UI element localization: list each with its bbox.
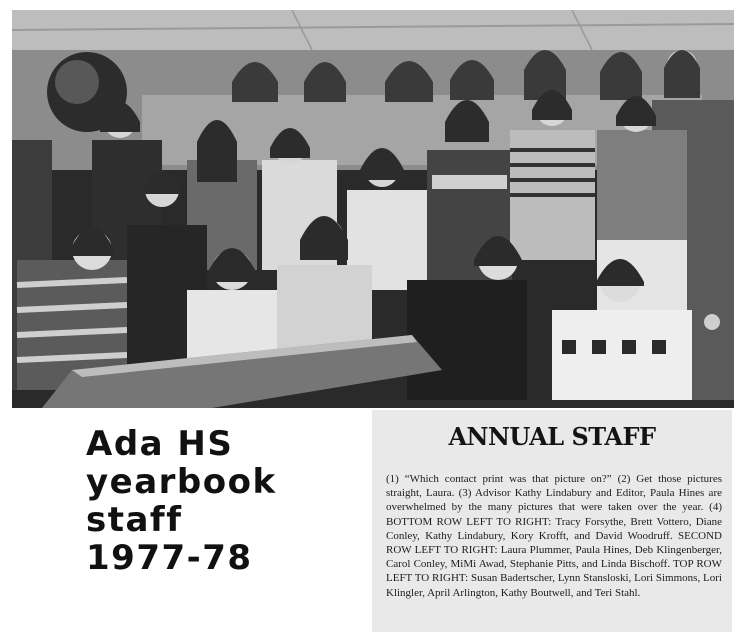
label-line-yearbook: yearbook (86, 462, 277, 502)
label-line-staff: staff (86, 500, 183, 540)
label-line-school: Ada HS (86, 424, 234, 464)
group-photo (12, 10, 734, 408)
caption-title: ANNUAL STAFF (448, 422, 656, 451)
overlay-label (86, 425, 356, 577)
label-line-year: 1977-78 (86, 538, 253, 578)
caption-panel (372, 410, 732, 632)
group-photo-drawing (12, 10, 734, 408)
caption-text: (1) “Which contact print was that picture on?” (2) Get those pictures straight, Laura. (3) Advisor Kathy Lindabury and Editor, Paula Hines are overwhelmed by the many pictures that were taken over the year. (4) BOTTOM ROW LEFT TO RIGHT: Tracy Forsythe, Brett Vottero, Diane Conley, Kathy Lindabury, Kory Krofft, and David Woodruff. SECOND ROW LEFT TO RIGHT: Laura Plummer, Paula Hines, Deb Klingenberger, Carol Conley, MiMi Awad, Stephanie Pitts, and Linda Bischoff. TOP ROW LEFT TO RIGHT: Susan Badertscher, Lynn Stansloski, Lori Simmons, Lori Klingler, April Arlington, Kathy Boutwell, and Teri Stahl. (386, 473, 722, 599)
